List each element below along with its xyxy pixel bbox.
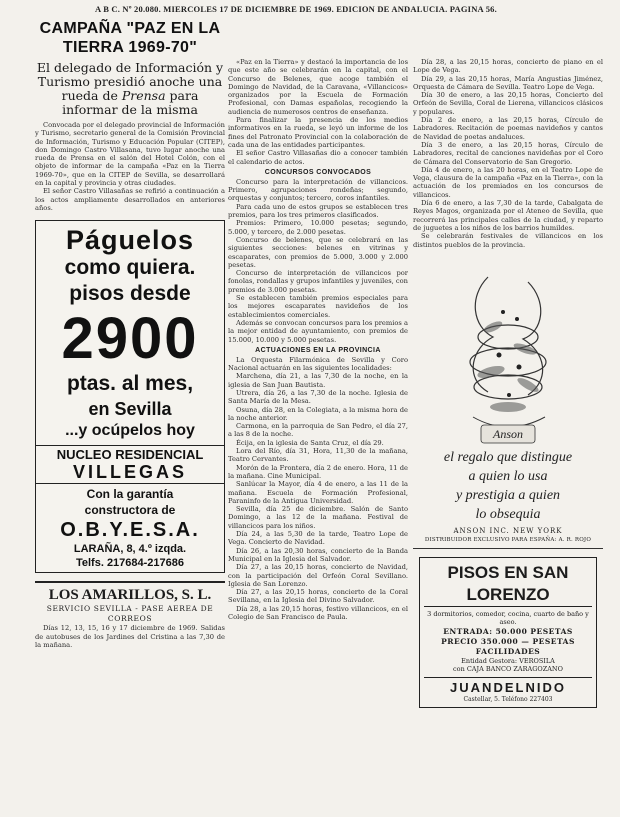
article-paragraph: Día 30 de enero, a las 20,15 horas, Concierto del Orfeón de Sevilla, Coral de Lierena, villancicos clásicos y populares.: [413, 91, 603, 116]
ad-anson: [413, 267, 603, 549]
ad-anson-gift-illustration: [433, 267, 583, 447]
ad-anson-maker: ANSON INC. NEW YORK: [453, 526, 563, 535]
subhead-part-2: para informar de la misma: [62, 88, 199, 117]
ad-pisos-company: JUANDELNIDO: [424, 677, 592, 696]
ad-los-amarillos: [35, 581, 225, 649]
column-2: [228, 58, 408, 813]
ad-phones: Telfs. 217684-217686: [75, 557, 185, 570]
ad-pisos-line: PRECIO 350.000 — PESETAS: [441, 636, 575, 646]
page-header-text: A B C. Nº 20.080. MIERCOLES 17 DE DICIEMBRE DE 1969. EDICION DE ANDALUCIA. PAGINA 56.: [95, 4, 497, 14]
article-headline: CAMPAÑA "PAZ EN LA TIERRA 1969-70": [39, 20, 221, 56]
ad-pisos-line: con CAJA BANCO ZARAGOZANO: [453, 665, 563, 674]
article-subhead: [35, 61, 225, 117]
article-paragraph: «Paz en la Tierra» y destacó la importancia de los que este año se celebrarán en la capital, con el Concurso de Belenes, que acoge también el Domingo de Navidad, de la Caravana, «Villancicos» organizados por la Escuela de Formación Profesional, con Damas españolas, recogiendo la audiencia de numerosos centros de enseñanza.: [228, 58, 408, 116]
article-paragraph: Marchena, día 21, a las 7,30 de la noche, en la iglesia de San Juan Bautista.: [228, 372, 408, 389]
article-paragraph: Para finalizar la presencia de los medios informativos en la rueda, se leyó un informe de los fines del Patronato Provincial con la colaboración de cada una de las entidades participantes.: [228, 116, 408, 149]
ad-pisos-line: Entidad Gestora: VEROSILA: [461, 656, 555, 665]
ad-line: pisos desde: [69, 282, 191, 306]
article-paragraph: Écija, en la iglesia de Santa Cruz, el día 29.: [236, 438, 384, 447]
article-paragraph: Concurso de interpretación de villancicos por fonolas, rondallas y grupos infantiles y juveniles, con premios de 3.000 pesetas.: [228, 269, 408, 294]
article-paragraph: Día 2 de enero, a las 20,15 horas, Círculo de Labradores. Recitación de poemas navideños y cantos de Navidad de poetas andaluces.: [413, 116, 603, 141]
article-paragraph: Día 26, a las 20,30 horas, concierto de la Banda Municipal en la Iglesia del Salvador.: [228, 546, 408, 563]
section-title-concursos: CONCURSOS CONVOCADOS: [264, 168, 372, 176]
article-paragraph: La Orquesta Filarmónica de Sevilla y Coro Nacional actuarán en las siguientes localidades:: [228, 355, 408, 373]
ad-pisos-phone: Castellar, 5. Teléfono 227403: [463, 695, 553, 703]
article-paragraph: El señor Castro Villasañas se refirió a continuación a los actos ampliamente desarrollados en anteriores años.: [35, 187, 225, 212]
subhead-italic: Prensa: [121, 88, 166, 103]
ad-line: Páguelos: [65, 225, 195, 256]
article-paragraph: Día 4 de enero, a las 20 horas, en el Teatro Lope de Vega, clausura de la campaña «Paz en la Tierra», con la actuación de los premiados en los concursos de villancicos.: [413, 165, 603, 199]
ad-price: 2900: [61, 306, 199, 372]
ad-line: ...y ocúpelos hoy: [65, 422, 195, 440]
article-paragraph: Utrera, día 26, a las 7,30 de la noche. Iglesia de Santa María de la Mesa.: [228, 388, 408, 406]
article-paragraph: Para cada uno de estos grupos se establecen tres premios, para los tres primeros clasificados.: [228, 202, 408, 220]
ad-line: constructora de: [84, 503, 176, 518]
page-header: [95, 4, 595, 18]
ad-anson-logo: Anson: [493, 426, 523, 441]
ad-pisos-san-lorenzo: [419, 557, 597, 708]
ad-anson-distributor: DISTRIBUIDOR EXCLUSIVO PARA ESPAÑA: A. R. ROJO: [413, 537, 603, 549]
article-paragraph: Sevilla, día 25 de diciembre. Salón de Santo Domingo, a las 12 de la mañana. Festival de villancicos para los niños.: [228, 505, 408, 530]
article-paragraph: Concurso de belenes, que se celebrará en las siguientes secciones: belenes en vitrinas y escaparates, con premios de 5.000, 3.000 y 2.000 pesetas.: [228, 235, 408, 269]
article-paragraph: Sanlúcar la Mayor, día 4 de enero, a las 11 de la mañana. Escuela de Formación Profesional, Paraninfo de la Antigua Universidad.: [228, 480, 408, 505]
ad-anson-slogan-1: el regalo que distingue: [443, 449, 573, 465]
article-paragraph: Además se convocan concursos para los premios a la mejor entidad de ayuntamiento, con premios de 15.000, 10.000 y 5.000 pesetas.: [228, 318, 408, 344]
article-paragraph: El señor Castro Villasañas dio a conocer también el calendario de actos.: [228, 149, 408, 166]
ad-nucleo: NUCLEO RESIDENCIAL: [56, 447, 204, 463]
article-paragraph: Se establecen también premios especiales para los mejores escaparates navideños de los establecimientos comerciales.: [228, 294, 408, 319]
ad-amarillos-text: Días 12, 13, 15, 16 y 17 diciembre de 1969. Salidas de autobuses de los Jardines del Cristina a las 7,30 de la mañana.: [35, 624, 225, 649]
ad-line: Con la garantía: [86, 487, 174, 502]
article-paragraph: Día 28, a las 20,15 horas, festivo villancicos, en el Colegio de San Francisco de Paula.: [228, 604, 408, 621]
ad-anson-slogan-2: a quien lo usa: [468, 468, 548, 484]
article-paragraph: Concurso para la interpretación de villancicos. Primero, agrupaciones rondeñas; segundo, orquestas y conjuntos; tercero, coros infantiles.: [228, 177, 408, 203]
ad-villegas-pisos: [35, 220, 225, 573]
article-paragraph: Día 27, a las 20,15 horas, concierto de la Coral Sevillana, en la Iglesia del Divino Salvador.: [228, 588, 408, 605]
article-paragraph: Día 6 de enero, a las 7,30 de la tarde, Cabalgata de Reyes Magos, organizada por el Ateneo de Sevilla, que recorrerá las principales calles de la ciudad, y reparto de juguetes a los niños de los barrios humildes.: [413, 199, 603, 232]
subhead-part-1: El delegado de Información y Turismo presidió anoche una rueda de: [36, 60, 224, 103]
ad-pisos-line: FACILIDADES: [475, 646, 541, 656]
article-paragraph: Día 24, a las 5,30 de la tarde, Teatro Lope de Vega. Concierto de Navidad.: [228, 530, 408, 547]
article-paragraph: Morón de la Frontera, día 2 de enero. Hora, 11 de la mañana. Cine Municipal.: [228, 463, 408, 480]
ad-line: ptas. al mes,: [66, 372, 194, 396]
ad-villegas-block: [36, 445, 224, 484]
article-paragraph: Premios: Primero, 10.000 pesetas; segundo, 5.000, y tercero, de 2.000 pesetas.: [228, 219, 408, 236]
article-paragraph: Osuna, día 28, en la Colegiata, a la misma hora de la noche anterior.: [228, 405, 408, 422]
ad-pisos-line: ENTRADA: 50.000 PESETAS: [443, 626, 573, 636]
article-paragraph: Día 29, a las 20,15 horas, María Angustias Jiménez, Orquesta de Cámara de Sevilla. Teatro Lope de Vega.: [413, 74, 603, 91]
article-paragraph: Se celebrarán festivales de villancicos en los distintos pueblos de la provincia.: [413, 232, 603, 249]
ad-company: O.B.Y.E.S.A.: [60, 519, 200, 542]
article-paragraph: Convocada por el delegado provincial de Información y Turismo, secretario general de la Comisión Provincial de Información, Turismo y Educación Popular (CITEP), don Domingo Castro Villasana, tuvo lugar anoche una rueda de Prensa en el salón del Hotel Colón, con el objeto de informar de la campaña «Paz en la Tierra 1969-70», que en la CITEP de Sevilla, se desarrollará en la capital y provincia y otras ciudades.: [35, 121, 225, 188]
ad-pisos-line: 3 dormitorios, comedor, cocina, cuarto de baño y aseo.: [427, 609, 589, 627]
ad-pisos-title: PISOS EN SAN LORENZO: [424, 562, 592, 607]
ad-anson-slogan-4: lo obsequia: [475, 506, 541, 522]
ad-address: LARAÑA, 8, 4.º izqda.: [73, 543, 187, 556]
ad-line: en Sevilla: [88, 399, 172, 420]
ad-amarillos-subtitle: SERVICIO SEVILLA - PASE AEREA DE CORREOS: [46, 604, 214, 624]
article-paragraph: Día 28, a las 20,15 horas, concierto de piano en el Lope de Vega.: [413, 58, 603, 75]
article-paragraph: Lora del Río, día 31, Hora, 11,30 de la mañana, Teatro Cervantes.: [228, 447, 408, 464]
article-paragraph: Día 3 de enero, a las 20,15 horas, Círculo de Labradores, recital de canciones navideñas por el Coro de Cámara del Conservatorio de San Gregorio.: [413, 140, 603, 166]
ad-anson-slogan-3: y prestigia a quien: [455, 487, 561, 503]
ad-villegas-name: VILLEGAS: [72, 462, 187, 483]
ad-amarillos-title: LOS AMARILLOS, S. L.: [48, 587, 212, 604]
ad-line: como quiera.: [64, 256, 196, 280]
column-1: [35, 18, 225, 813]
article-paragraph: Día 27, a las 20,15 horas, concierto de Navidad, con la participación del Orfeón Coral Sevillano. Iglesia de San Lorenzo.: [228, 563, 408, 588]
article-paragraph: Carmona, en la parroquia de San Pedro, el día 27, a las 8 de la noche.: [228, 422, 408, 439]
column-3: [413, 58, 603, 808]
section-title-actuaciones: ACTUACIONES EN LA PROVINCIA: [255, 346, 381, 354]
